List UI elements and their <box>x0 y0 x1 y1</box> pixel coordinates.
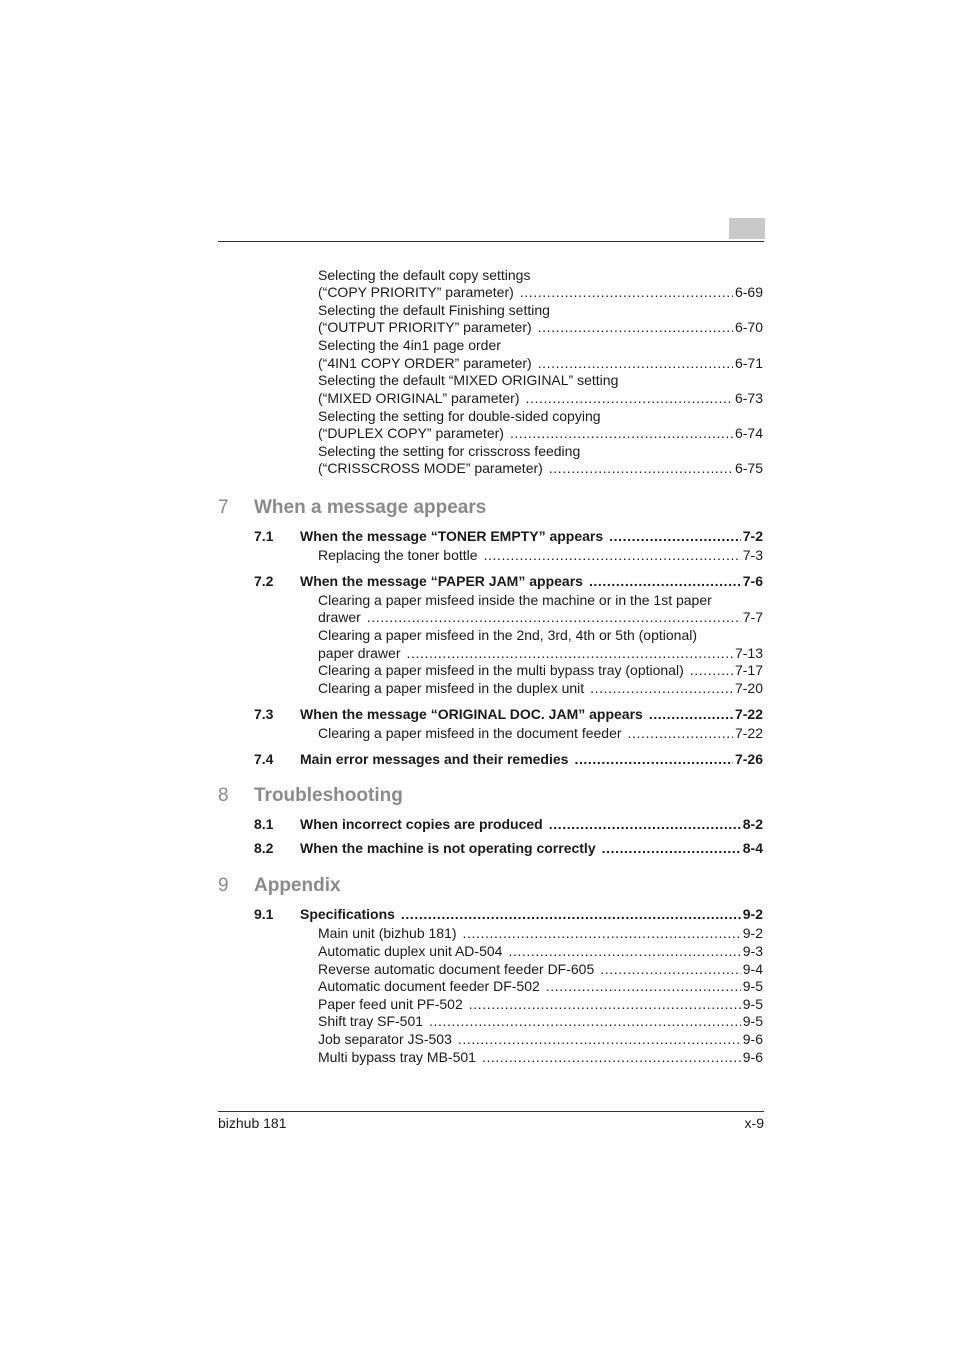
leader-dots <box>510 424 733 442</box>
chapter-tab-marker <box>729 218 765 239</box>
toc-entry-line: Clearing a paper misfeed in the 2nd, 3rd, 4th or 5th (optional) <box>318 627 698 643</box>
toc-entry[interactable]: drawer ..... 7-7 <box>318 608 763 626</box>
toc-section[interactable]: 7.1 When the message “TONER EMPTY” appears ..... 7-2 <box>254 527 763 545</box>
leader-dots <box>429 1012 741 1030</box>
leader-dots <box>590 679 733 697</box>
leader-dots <box>538 318 733 336</box>
page-number: 7-22 <box>734 725 763 741</box>
leader-dots <box>401 905 741 923</box>
toc-entry-line: Selecting the default “MIXED ORIGINAL” setting <box>318 372 619 388</box>
toc-entry[interactable]: Reverse automatic document feeder DF-605 ..... 9-4 <box>318 960 763 978</box>
toc-entry[interactable]: (“OUTPUT PRIORITY” parameter) ..... 6-70 <box>318 318 763 336</box>
page-number: 7-17 <box>734 662 763 678</box>
leader-dots <box>520 283 733 301</box>
chapter-title: Troubleshooting <box>254 785 403 806</box>
toc-entry[interactable]: Clearing a paper misfeed in the document feeder ..... 7-22 <box>318 724 763 742</box>
leader-dots <box>649 705 733 723</box>
page-number: 7-26 <box>734 751 763 767</box>
toc-section[interactable]: 7.2 When the message “PAPER JAM” appears ..... 7-6 <box>254 572 763 590</box>
leader-dots <box>602 839 741 857</box>
page-number: 6-73 <box>734 390 763 406</box>
footer-rule <box>218 1111 764 1112</box>
toc-entry[interactable]: (“4IN1 COPY ORDER” parameter) ..... 6-71 <box>318 354 763 372</box>
toc-entry-line: Selecting the setting for double-sided copying <box>318 408 601 424</box>
toc-entry[interactable]: paper drawer ..... 7-13 <box>318 644 763 662</box>
chapter-heading[interactable] <box>218 874 341 898</box>
toc-entry[interactable]: (“COPY PRIORITY” parameter) ..... 6-69 <box>318 283 763 301</box>
page-number: 6-74 <box>734 425 763 441</box>
toc-entry-line: Selecting the 4in1 page order <box>318 337 501 353</box>
toc-section[interactable]: 7.4 Main error messages and their remedies ..... 7-26 <box>254 750 763 768</box>
leader-dots <box>525 389 732 407</box>
chapter-number: 7 <box>218 497 229 518</box>
leader-dots <box>538 354 733 372</box>
chapter-title: Appendix <box>254 875 341 896</box>
page-number: 8-2 <box>742 816 763 832</box>
chapter-heading[interactable] <box>218 496 486 520</box>
page-number: 9-5 <box>742 1013 763 1029</box>
toc-entry[interactable]: Automatic duplex unit AD-504 ..... 9-3 <box>318 942 763 960</box>
leader-dots <box>367 608 741 626</box>
page-number: 7-6 <box>742 573 763 589</box>
leader-dots <box>407 644 733 662</box>
toc-entry[interactable]: Paper feed unit PF-502 ..... 9-5 <box>318 995 763 1013</box>
leader-dots <box>628 724 733 742</box>
page-number: 9-6 <box>742 1049 763 1065</box>
leader-dots <box>482 1048 741 1066</box>
toc-entry-line: Selecting the setting for crisscross feeding <box>318 443 581 459</box>
leader-dots <box>600 960 741 978</box>
page-number: 6-75 <box>734 460 763 476</box>
leader-dots <box>574 750 733 768</box>
chapter-number: 8 <box>218 785 229 806</box>
toc-entry[interactable]: Replacing the toner bottle ..... 7-3 <box>318 546 763 564</box>
toc-entry[interactable]: (“MIXED ORIGINAL” parameter) ..... 6-73 <box>318 389 763 407</box>
leader-dots <box>463 924 741 942</box>
leader-dots <box>589 572 741 590</box>
toc-entry-line: Selecting the default copy settings <box>318 267 531 283</box>
toc-entry[interactable]: (“CRISSCROSS MODE” parameter) ..... 6-75 <box>318 459 763 477</box>
toc-entry[interactable]: Shift tray SF-501 ..... 9-5 <box>318 1012 763 1030</box>
toc-section[interactable]: 9.1 Specifications ..... 9-2 <box>254 905 763 923</box>
toc-entry[interactable]: Automatic document feeder DF-502 ..... 9-5 <box>318 977 763 995</box>
leader-dots <box>549 815 741 833</box>
leader-dots <box>549 459 733 477</box>
leader-dots <box>508 942 740 960</box>
page-number: 7-20 <box>734 680 763 696</box>
footer-product-name: bizhub 181 <box>218 1115 287 1131</box>
header-rule <box>218 241 764 242</box>
toc-entry-line: Selecting the default Finishing setting <box>318 302 550 318</box>
toc-section[interactable]: 8.1 When incorrect copies are produced ..... 8-2 <box>254 815 763 833</box>
page-number: 9-4 <box>742 961 763 977</box>
page-number: 7-2 <box>742 528 763 544</box>
leader-dots <box>469 995 741 1013</box>
toc-entry-line: Clearing a paper misfeed inside the machine or in the 1st paper <box>318 592 712 608</box>
toc-entry[interactable]: (“DUPLEX COPY” parameter) ..... 6-74 <box>318 424 763 442</box>
toc-section[interactable]: 8.2 When the machine is not operating correctly ..... 8-4 <box>254 839 763 857</box>
leader-dots <box>484 546 741 564</box>
page-number: 7-13 <box>734 645 763 661</box>
page-number: 7-3 <box>742 547 763 563</box>
leader-dots <box>458 1030 741 1048</box>
page-number: 8-4 <box>742 840 763 856</box>
page-number: 6-69 <box>734 284 763 300</box>
toc-entry[interactable]: Clearing a paper misfeed in the multi bypass tray (optional) ..... 7-17 <box>318 661 763 679</box>
chapter-heading[interactable] <box>218 784 403 808</box>
leader-dots <box>546 977 741 995</box>
page-number: 6-71 <box>734 355 763 371</box>
page-number: 9-3 <box>742 943 763 959</box>
page-number: 7-22 <box>734 706 763 722</box>
chapter-number: 9 <box>218 875 229 896</box>
toc-entry[interactable]: Multi bypass tray MB-501 ..... 9-6 <box>318 1048 763 1066</box>
page-number: 9-2 <box>742 906 763 922</box>
toc-section[interactable]: 7.3 When the message “ORIGINAL DOC. JAM” appears ..... 7-22 <box>254 705 763 723</box>
leader-dots <box>690 661 733 679</box>
page-number: 9-5 <box>742 996 763 1012</box>
toc-entry[interactable]: Job separator JS-503 ..... 9-6 <box>318 1030 763 1048</box>
leader-dots <box>609 527 741 545</box>
toc-entry[interactable]: Main unit (bizhub 181) ..... 9-2 <box>318 924 763 942</box>
page-number: 7-7 <box>742 609 763 625</box>
toc-entry[interactable]: Clearing a paper misfeed in the duplex unit ..... 7-20 <box>318 679 763 697</box>
page-number: 9-2 <box>742 925 763 941</box>
page-number: 9-5 <box>742 978 763 994</box>
chapter-title: When a message appears <box>254 497 487 518</box>
page-number: 9-6 <box>742 1031 763 1047</box>
footer-page-number: x-9 <box>744 1115 764 1131</box>
page-number: 6-70 <box>734 319 763 335</box>
